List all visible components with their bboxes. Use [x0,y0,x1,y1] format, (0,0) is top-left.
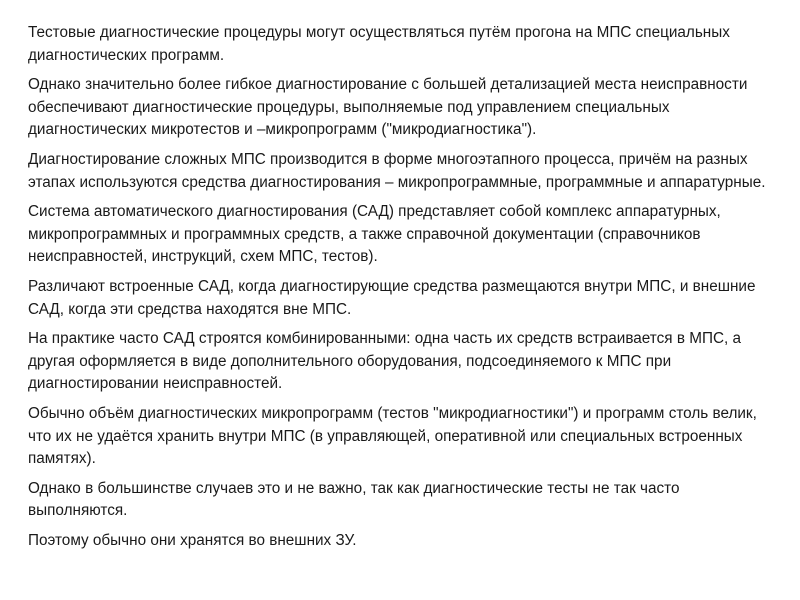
paragraph-1: Тестовые диагностические процедуры могут осуществляться путём прогона на МПС специальных диагностических программ. [28,24,730,64]
paragraph-9: Поэтому обычно они хранятся во внешних ЗУ. [28,531,357,549]
paragraph-5: Различают встроенные САД, когда диагностирующие средства размещаются внутри МПС, и внешние САД, когда эти средства находятся вне МПС. [28,277,756,318]
paragraph-4: Система автоматического диагностирования (САД) представляет собой комплекс аппаратурных, микропрограммных и программных средств, а также справочной документации (справочников неисправностей, инструкций, схем МПС, тестов). [28,203,721,266]
document-body [28,22,776,559]
paragraph-3: Диагностирование сложных МПС производится в форме многоэтапного процесса, причём на разных этапах используются средства диагностирования – микропрограммные, программные и аппаратурные. [28,150,766,191]
paragraph-8: Однако в большинстве случаев это и не важно, так как диагностические тесты не так часто выполняются. [28,479,680,520]
paragraph-7: Обычно объём диагностических микропрограмм (тестов "микродиагностики") и программ столь велик, что их не удаётся хранить внутри МПС (в управляющей, оперативной или специальных встроенных памятях). [28,404,757,468]
paragraph-2: Однако значительно более гибкое диагностирование с большей детализацией места неисправности обеспечивают диагностические процедуры, выполняемые под управлением специальных диагностических микротестов и –микропрограмм ("микродиагностика"). [28,76,748,139]
paragraph-6: На практике часто САД строятся комбинированными: одна часть их средств встраивается в МПС, а другая оформляется в виде дополнительного оборудования, подсоединяемого к МПС при диагностировании неисправностей. [28,330,741,393]
